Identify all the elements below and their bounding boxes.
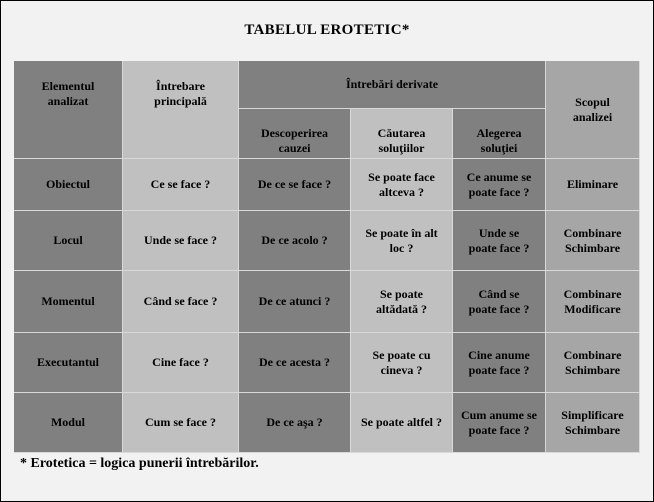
table-cell-search [351,271,453,333]
row-element-label: Obiectul [46,177,90,191]
row-choose-label: Cine anume poate face ? [468,347,530,377]
row-cause-label: De ce atunci ? [258,294,331,308]
table-cell-scope [546,333,640,393]
header-main-question-label: Întrebare principală [154,79,207,108]
table-cell-scope [546,159,640,211]
table-cell-search [351,333,453,393]
header-sub-search [351,109,453,159]
row-element-label: Modul [50,415,85,429]
header-sub-cause [239,109,351,159]
table-row-element [14,333,123,393]
table-cell-main [123,211,239,271]
row-search-label: Se poate altfel ? [361,415,442,429]
row-choose-label: Cum anume se poate face ? [460,407,537,437]
row-main-label: Unde se face ? [144,233,217,247]
table-cell-cause [239,333,351,393]
table-cell-main [123,333,239,393]
header-scope-label: Scopul analizei [572,94,613,124]
table-row-element [14,271,123,333]
row-choose-label: Ce anume se poate face ? [466,169,532,199]
row-scope-label: Combinare Schimbare [563,347,622,377]
table-cell-cause [239,271,351,333]
row-main-label: Ce se face ? [150,177,211,191]
header-derived-questions [239,61,546,109]
row-scope-label: Simplificare Schimbare [561,407,624,437]
row-scope-label: Combinare Modificare [563,286,622,316]
row-cause-label: De ce acolo ? [261,233,328,247]
table-cell-scope [546,271,640,333]
table-cell-scope [546,393,640,453]
table-cell-main [123,159,239,211]
header-sub-search-label: Căutarea soluţiilor [377,126,426,155]
table-cell-choose [453,211,546,271]
row-element-label: Momentul [41,294,95,308]
table-cell-choose [453,159,546,211]
header-element [14,61,123,159]
table-cell-search [351,159,453,211]
table-row-element [14,393,123,453]
table-cell-choose [453,393,546,453]
table-cell-scope [546,211,640,271]
table-cell-main [123,271,239,333]
header-derived-questions-label: Întrebări derivate [345,77,439,91]
header-element-label: Elementul analizat [41,79,95,108]
header-main-question [123,61,239,159]
row-cause-label: De ce acesta ? [259,355,330,369]
row-search-label: Se poate face altceva ? [368,169,435,199]
header-sub-choose [453,109,546,159]
row-scope-label: Combinare Schimbare [563,225,622,255]
row-cause-label: De ce se face ? [257,177,332,191]
row-main-label: Când se face ? [143,294,218,308]
table-cell-cause [239,159,351,211]
footnote: * Erotetica = logica punerii întrebărilor. [20,456,259,471]
table-cell-choose [453,333,546,393]
row-cause-label: De ce aşa ? [266,415,323,429]
row-choose-label: Când se poate face ? [468,286,530,316]
table-cell-main [123,393,239,453]
header-sub-cause-label: Descoperirea cauzei [260,126,329,155]
table-cell-search [351,211,453,271]
row-choose-label: Unde se poate face ? [468,225,530,255]
row-element-label: Executantul [36,355,99,369]
table-cell-cause [239,393,351,453]
table-row-element [14,159,123,211]
row-search-label: Se poate altădată ? [376,286,427,316]
table-cell-search [351,393,453,453]
row-search-label: Se poate cu cineva ? [372,347,431,377]
row-main-label: Cum se face ? [145,415,216,429]
row-element-label: Locul [53,233,83,247]
row-main-label: Cine face ? [152,355,209,369]
header-scope [546,61,640,159]
table-cell-cause [239,211,351,271]
header-sub-choose-label: Alegerea soluţiei [476,126,522,155]
row-search-label: Se poate în alt loc ? [365,225,438,255]
table-cell-choose [453,271,546,333]
table-row-element [14,211,123,271]
row-scope-label: Eliminare [566,177,619,191]
page-title: TABELUL EROTETIC* [244,22,410,38]
